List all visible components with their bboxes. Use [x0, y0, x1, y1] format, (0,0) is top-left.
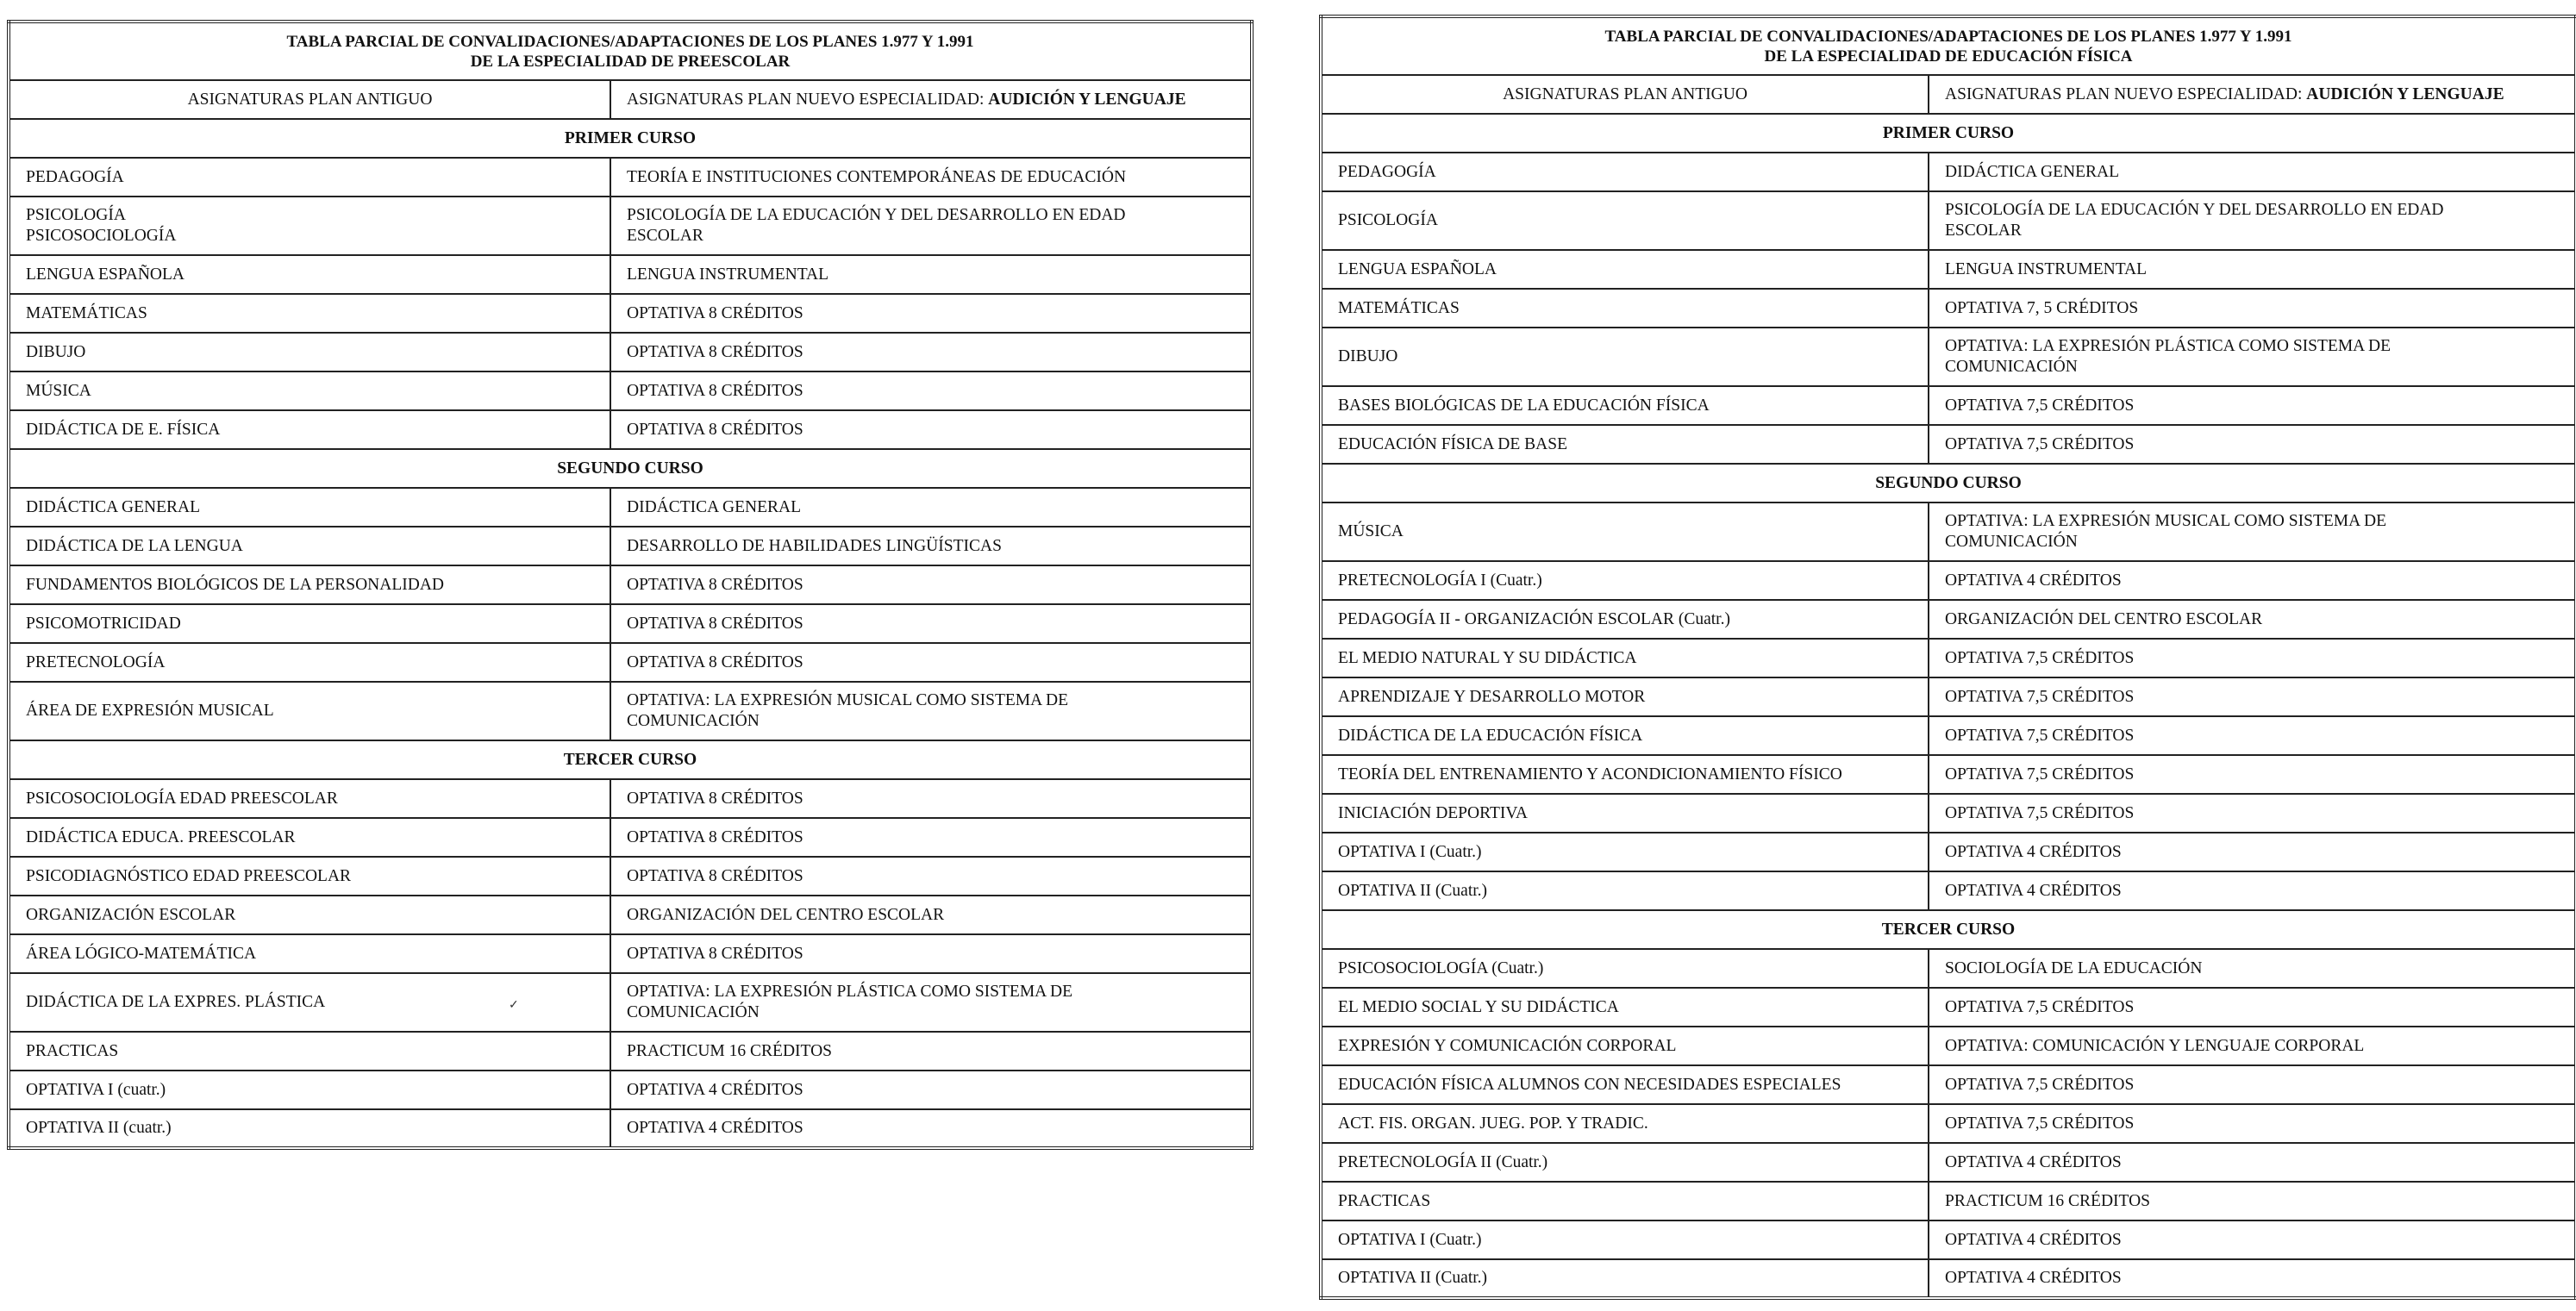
- column-header-new-prefix: ASIGNATURAS PLAN NUEVO ESPECIALIDAD:: [627, 90, 985, 109]
- section-title: SEGUNDO CURSO: [9, 449, 1252, 488]
- subject-line: LENGUA INSTRUMENTAL: [1945, 259, 2148, 278]
- table-row: [9, 294, 1252, 333]
- table-row: [9, 1032, 1252, 1071]
- old-plan-subject: [9, 1032, 610, 1071]
- old-plan-subject: [9, 410, 610, 449]
- subject-line: LENGUA ESPAÑOLA: [26, 265, 185, 284]
- table-row: [1321, 949, 2576, 988]
- old-plan-subject: [1321, 1182, 1929, 1220]
- table-row: [1321, 1027, 2576, 1065]
- new-plan-subject: [1929, 988, 2576, 1027]
- subject-line: DIDÁCTICA EDUCA. PREESCOLAR: [26, 827, 296, 846]
- subject-line: OPTATIVA II (cuatr.): [26, 1119, 172, 1137]
- subject-line: SOCIOLOGÍA DE LA EDUCACIÓN: [1945, 958, 2203, 977]
- subject-line: OPTATIVA 8 CRÉDITOS: [627, 652, 803, 671]
- new-plan-subject: [1929, 755, 2576, 794]
- old-plan-subject: [9, 604, 610, 643]
- old-plan-subject: [1321, 949, 1929, 988]
- subject-line: OPTATIVA 8 CRÉDITOS: [627, 827, 803, 846]
- title-line-1: TABLA PARCIAL DE CONVALIDACIONES/ADAPTACIONES DE LOS PLANES 1.977 Y 1.991: [1604, 27, 2292, 46]
- new-plan-subject: [610, 1032, 1252, 1071]
- subject-line: OPTATIVA 7,5 CRÉDITOS: [1945, 434, 2135, 453]
- subject-line: DIDÁCTICA GENERAL: [1945, 162, 2120, 181]
- subject-line: PRETECNOLOGÍA II (Cuatr.): [1338, 1152, 1548, 1171]
- table-row: [9, 934, 1252, 973]
- new-plan-subject: [610, 527, 1252, 565]
- new-plan-subject: [610, 488, 1252, 527]
- section-title: TERCER CURSO: [9, 740, 1252, 779]
- subject-line: EL MEDIO NATURAL Y SU DIDÁCTICA: [1338, 648, 1637, 667]
- new-plan-subject: [1929, 328, 2576, 386]
- subject-line: MATEMÁTICAS: [26, 303, 147, 322]
- table-row: [1321, 1104, 2576, 1143]
- column-header-new-specialty: AUDICIÓN Y LENGUAJE: [2306, 84, 2504, 103]
- new-plan-subject: [610, 779, 1252, 818]
- old-plan-subject: [9, 896, 610, 934]
- subject-line: EL MEDIO SOCIAL Y SU DIDÁCTICA: [1338, 997, 1619, 1016]
- old-plan-subject: [1321, 1143, 1929, 1182]
- preescolar-table: [7, 20, 1254, 1150]
- old-plan-subject: [1321, 386, 1929, 425]
- table-row: [1321, 1143, 2576, 1182]
- new-plan-subject: [610, 1109, 1252, 1148]
- subject-line: PSICOLOGÍA DE LA EDUCACIÓN Y DEL DESARROLLO EN EDAD: [627, 206, 1126, 224]
- old-plan-subject: [1321, 871, 1929, 910]
- subject-line: OPTATIVA 4 CRÉDITOS: [1945, 571, 2122, 590]
- subject-line: OPTATIVA 7,5 CRÉDITOS: [1945, 803, 2135, 822]
- subject-line: COMUNICACIÓN: [1945, 358, 2078, 376]
- column-header-old-plan: ASIGNATURAS PLAN ANTIGUO: [9, 80, 610, 119]
- subject-line: ESCOLAR: [1945, 222, 2022, 240]
- old-plan-subject: [1321, 988, 1929, 1027]
- subject-line: TEORÍA E INSTITUCIONES CONTEMPORÁNEAS DE EDUCACIÓN: [627, 167, 1127, 186]
- subject-line: FUNDAMENTOS BIOLÓGICOS DE LA PERSONALIDAD: [26, 575, 444, 594]
- subject-line: OPTATIVA II (Cuatr.): [1338, 1269, 1488, 1287]
- subject-line: MÚSICA: [26, 381, 91, 400]
- subject-line: ACT. FIS. ORGAN. JUEG. POP. Y TRADIC.: [1338, 1114, 1648, 1133]
- new-plan-subject: [610, 682, 1252, 740]
- subject-line: PSICOSOCIOLOGÍA: [26, 227, 177, 245]
- table-row: [9, 410, 1252, 449]
- new-plan-subject: [1929, 1259, 2576, 1298]
- subject-line: PSICOLOGÍA: [1338, 211, 1438, 229]
- new-plan-subject: [1929, 250, 2576, 289]
- table-row: [1321, 1182, 2576, 1220]
- new-plan-subject: [610, 333, 1252, 371]
- subject-line: TEORÍA DEL ENTRENAMIENTO Y ACONDICIONAMIENTO FÍSICO: [1338, 765, 1842, 783]
- old-plan-subject: [9, 1071, 610, 1109]
- subject-line: PSICODIAGNÓSTICO EDAD PREESCOLAR: [26, 866, 352, 885]
- table-row: [9, 371, 1252, 410]
- table-row: [9, 779, 1252, 818]
- new-plan-subject: [1929, 871, 2576, 910]
- new-plan-subject: [610, 565, 1252, 604]
- old-plan-subject: [9, 682, 610, 740]
- table-row: [9, 1109, 1252, 1148]
- subject-line: OPTATIVA 8 CRÉDITOS: [627, 944, 803, 963]
- subject-line: DIDÁCTICA DE LA EDUCACIÓN FÍSICA: [1338, 726, 1643, 745]
- subject-line: ÁREA DE EXPRESIÓN MUSICAL: [26, 702, 274, 720]
- subject-line: OPTATIVA 8 CRÉDITOS: [627, 789, 803, 808]
- table-row: [1321, 600, 2576, 639]
- subject-line: OPTATIVA I (cuatr.): [26, 1080, 166, 1099]
- subject-line: DIDÁCTICA DE LA LENGUA: [26, 536, 243, 555]
- table-row: [1321, 1259, 2576, 1298]
- subject-line: PSICOLOGÍA DE LA EDUCACIÓN Y DEL DESARROLLO EN EDAD: [1945, 201, 2444, 219]
- subject-line: APRENDIZAJE Y DESARROLLO MOTOR: [1338, 687, 1646, 706]
- old-plan-subject: [1321, 794, 1929, 833]
- old-plan-subject: [1321, 561, 1929, 600]
- old-plan-subject: [9, 643, 610, 682]
- table-row: [1321, 833, 2576, 871]
- new-plan-subject: [610, 294, 1252, 333]
- subject-line: OPTATIVA 7,5 CRÉDITOS: [1945, 1114, 2135, 1133]
- subject-line: DIDÁCTICA DE LA EXPRES. PLÁSTICA: [26, 993, 326, 1011]
- subject-line: OPTATIVA 8 CRÉDITOS: [627, 866, 803, 885]
- table-row: [1321, 1220, 2576, 1259]
- subject-line: DIBUJO: [1338, 347, 1398, 365]
- old-plan-subject: [1321, 639, 1929, 677]
- subject-line: OPTATIVA 8 CRÉDITOS: [627, 614, 803, 633]
- subject-line: ESCOLAR: [627, 227, 703, 245]
- new-plan-subject: [1929, 289, 2576, 328]
- old-plan-subject: [9, 197, 610, 255]
- old-plan-subject: [9, 255, 610, 294]
- subject-line: LENGUA ESPAÑOLA: [1338, 259, 1497, 278]
- subject-line: EXPRESIÓN Y COMUNICACIÓN CORPORAL: [1338, 1036, 1677, 1055]
- table-row: [9, 1071, 1252, 1109]
- table-row: [9, 896, 1252, 934]
- section-title: PRIMER CURSO: [9, 119, 1252, 158]
- table-row: [9, 643, 1252, 682]
- table-row: [9, 197, 1252, 255]
- subject-line: DESARROLLO DE HABILIDADES LINGÜÍSTICAS: [627, 536, 1002, 555]
- subject-line: PRETECNOLOGÍA I (Cuatr.): [1338, 571, 1542, 590]
- new-plan-subject: [1929, 1143, 2576, 1182]
- subject-line: PRACTICAS: [1338, 1191, 1431, 1210]
- subject-line: OPTATIVA 7,5 CRÉDITOS: [1945, 765, 2135, 783]
- educacion-fisica-table-body: [1321, 16, 2576, 1298]
- column-header-new-plan: [1929, 75, 2576, 114]
- new-plan-subject: [610, 934, 1252, 973]
- new-plan-subject: [1929, 503, 2576, 561]
- old-plan-subject: [1321, 328, 1929, 386]
- subject-line: DIDÁCTICA GENERAL: [26, 497, 201, 516]
- old-plan-subject: [1321, 600, 1929, 639]
- subject-line: MÚSICA: [1338, 522, 1404, 540]
- table-row: [1321, 561, 2576, 600]
- old-plan-subject: [9, 973, 610, 1032]
- section-title: SEGUNDO CURSO: [1321, 464, 2576, 503]
- new-plan-subject: [610, 410, 1252, 449]
- subject-line: COMUNICACIÓN: [627, 712, 760, 730]
- new-plan-subject: [1929, 1104, 2576, 1143]
- new-plan-subject: [610, 857, 1252, 896]
- subject-line: PSICOSOCIOLOGÍA EDAD PREESCOLAR: [26, 789, 338, 808]
- old-plan-subject: [1321, 1220, 1929, 1259]
- old-plan-subject: [1321, 1259, 1929, 1298]
- new-plan-subject: [610, 643, 1252, 682]
- subject-line: OPTATIVA: LA EXPRESIÓN MUSICAL COMO SISTEMA DE: [1945, 512, 2386, 530]
- table-row: [1321, 250, 2576, 289]
- new-plan-subject: [610, 896, 1252, 934]
- new-plan-subject: [610, 371, 1252, 410]
- new-plan-subject: [1929, 1220, 2576, 1259]
- subject-line: COMUNICACIÓN: [1945, 533, 2078, 551]
- table-row: [1321, 639, 2576, 677]
- old-plan-subject: [1321, 1065, 1929, 1104]
- old-plan-subject: [9, 371, 610, 410]
- subject-line: PRACTICUM 16 CRÉDITOS: [627, 1041, 833, 1060]
- old-plan-subject: [1321, 716, 1929, 755]
- subject-line: DIBUJO: [26, 342, 86, 361]
- subject-line: DIDÁCTICA DE E. FÍSICA: [26, 420, 221, 439]
- subject-line: OPTATIVA 7, 5 CRÉDITOS: [1945, 298, 2139, 317]
- subject-line: EDUCACIÓN FÍSICA DE BASE: [1338, 434, 1567, 453]
- subject-line: OPTATIVA: COMUNICACIÓN Y LENGUAJE CORPORAL: [1945, 1036, 2365, 1055]
- table-row: [1321, 425, 2576, 464]
- new-plan-subject: [1929, 1182, 2576, 1220]
- old-plan-subject: [9, 857, 610, 896]
- new-plan-subject: [610, 255, 1252, 294]
- old-plan-subject: [9, 158, 610, 197]
- old-plan-subject: [9, 333, 610, 371]
- subject-line: LENGUA INSTRUMENTAL: [627, 265, 829, 284]
- subject-line: PRETECNOLOGÍA: [26, 652, 166, 671]
- section-title: TERCER CURSO: [1321, 910, 2576, 949]
- subject-line: OPTATIVA 7,5 CRÉDITOS: [1945, 997, 2135, 1016]
- subject-line: PEDAGOGÍA II - ORGANIZACIÓN ESCOLAR (Cuatr.): [1338, 609, 1730, 628]
- subject-line: PSICOSOCIOLOGÍA (Cuatr.): [1338, 958, 1544, 977]
- old-plan-subject: [1321, 153, 1929, 191]
- subject-line: ÁREA LÓGICO-MATEMÁTICA: [26, 944, 257, 963]
- table-row: [9, 818, 1252, 857]
- column-header-new-plan: [610, 80, 1252, 119]
- subject-line: OPTATIVA 4 CRÉDITOS: [627, 1119, 803, 1137]
- preescolar-table-body: [9, 22, 1252, 1148]
- old-plan-subject: [9, 779, 610, 818]
- subject-line: OPTATIVA 8 CRÉDITOS: [627, 342, 803, 361]
- table-row: [1321, 677, 2576, 716]
- subject-line: OPTATIVA 7,5 CRÉDITOS: [1945, 726, 2135, 745]
- subject-line: ORGANIZACIÓN DEL CENTRO ESCOLAR: [1945, 609, 2263, 628]
- subject-line: OPTATIVA 8 CRÉDITOS: [627, 381, 803, 400]
- table-row: [1321, 1065, 2576, 1104]
- subject-line: PSICOLOGÍA: [26, 206, 126, 224]
- table-row: [9, 973, 1252, 1032]
- title-line-2: DE LA ESPECIALIDAD DE PREESCOLAR: [470, 52, 791, 71]
- educacion-fisica-table: [1319, 15, 2576, 1300]
- new-plan-subject: [1929, 677, 2576, 716]
- old-plan-subject: [1321, 833, 1929, 871]
- old-plan-subject: [1321, 1027, 1929, 1065]
- subject-line: OPTATIVA 8 CRÉDITOS: [627, 420, 803, 439]
- subject-line: OPTATIVA I (Cuatr.): [1338, 842, 1482, 861]
- table-row: [9, 488, 1252, 527]
- table-row: [1321, 988, 2576, 1027]
- table-row: [1321, 328, 2576, 386]
- old-plan-subject: [9, 818, 610, 857]
- table-row: [1321, 794, 2576, 833]
- table-row: [9, 333, 1252, 371]
- column-header-new-prefix: ASIGNATURAS PLAN NUEVO ESPECIALIDAD:: [1945, 84, 2303, 103]
- table-row: [9, 565, 1252, 604]
- subject-line: PEDAGOGÍA: [1338, 162, 1436, 181]
- subject-line: PRACTICAS: [26, 1041, 119, 1060]
- subject-line: PEDAGOGÍA: [26, 167, 124, 186]
- new-plan-subject: [610, 158, 1252, 197]
- new-plan-subject: [610, 1071, 1252, 1109]
- stray-pen-mark: ✓: [509, 999, 519, 1012]
- subject-line: COMUNICACIÓN: [627, 1003, 760, 1021]
- subject-line: PSICOMOTRICIDAD: [26, 614, 181, 633]
- new-plan-subject: [1929, 716, 2576, 755]
- new-plan-subject: [1929, 639, 2576, 677]
- table-row: [9, 604, 1252, 643]
- subject-line: OPTATIVA: LA EXPRESIÓN PLÁSTICA COMO SISTEMA DE: [627, 983, 1073, 1001]
- old-plan-subject: [9, 488, 610, 527]
- subject-line: OPTATIVA 4 CRÉDITOS: [1945, 1152, 2122, 1171]
- title-line-2: DE LA ESPECIALIDAD DE EDUCACIÓN FÍSICA: [1764, 47, 2133, 66]
- new-plan-subject: [1929, 833, 2576, 871]
- table-title: [9, 22, 1252, 80]
- title-line-1: TABLA PARCIAL DE CONVALIDACIONES/ADAPTACIONES DE LOS PLANES 1.977 Y 1.991: [286, 32, 974, 51]
- table-row: [9, 682, 1252, 740]
- new-plan-subject: [1929, 949, 2576, 988]
- column-header-old-plan: ASIGNATURAS PLAN ANTIGUO: [1321, 75, 1929, 114]
- old-plan-subject: [1321, 289, 1929, 328]
- subject-line: EDUCACIÓN FÍSICA ALUMNOS CON NECESIDADES ESPECIALES: [1338, 1075, 1841, 1094]
- new-plan-subject: [1929, 425, 2576, 464]
- subject-line: OPTATIVA 7,5 CRÉDITOS: [1945, 1075, 2135, 1094]
- new-plan-subject: [610, 818, 1252, 857]
- old-plan-subject: [1321, 1104, 1929, 1143]
- subject-line: ORGANIZACIÓN DEL CENTRO ESCOLAR: [627, 905, 945, 924]
- table-row: [1321, 871, 2576, 910]
- new-plan-subject: [1929, 794, 2576, 833]
- subject-line: OPTATIVA II (Cuatr.): [1338, 881, 1488, 900]
- new-plan-subject: [1929, 386, 2576, 425]
- table-row: [1321, 755, 2576, 794]
- new-plan-subject: [1929, 153, 2576, 191]
- subject-line: OPTATIVA 4 CRÉDITOS: [1945, 842, 2122, 861]
- old-plan-subject: [1321, 425, 1929, 464]
- old-plan-subject: [9, 527, 610, 565]
- old-plan-subject: [9, 934, 610, 973]
- subject-line: INICIACIÓN DEPORTIVA: [1338, 803, 1529, 822]
- subject-line: BASES BIOLÓGICAS DE LA EDUCACIÓN FÍSICA: [1338, 396, 1710, 415]
- new-plan-subject: [1929, 600, 2576, 639]
- subject-line: OPTATIVA 7,5 CRÉDITOS: [1945, 648, 2135, 667]
- table-row: [9, 255, 1252, 294]
- table-row: [1321, 289, 2576, 328]
- table-title: [1321, 16, 2576, 75]
- new-plan-subject: [1929, 1065, 2576, 1104]
- subject-line: OPTATIVA 7,5 CRÉDITOS: [1945, 396, 2135, 415]
- subject-line: OPTATIVA 4 CRÉDITOS: [1945, 881, 2122, 900]
- subject-line: OPTATIVA: LA EXPRESIÓN PLÁSTICA COMO SISTEMA DE: [1945, 337, 2392, 355]
- subject-line: OPTATIVA 4 CRÉDITOS: [627, 1080, 803, 1099]
- new-plan-subject: [1929, 191, 2576, 250]
- subject-line: OPTATIVA 8 CRÉDITOS: [627, 303, 803, 322]
- column-header-new-specialty: AUDICIÓN Y LENGUAJE: [988, 90, 1186, 109]
- table-row: [1321, 716, 2576, 755]
- new-plan-subject: [1929, 561, 2576, 600]
- old-plan-subject: [1321, 677, 1929, 716]
- table-row: [1321, 191, 2576, 250]
- new-plan-subject: [610, 604, 1252, 643]
- subject-line: OPTATIVA 7,5 CRÉDITOS: [1945, 687, 2135, 706]
- table-row: [1321, 153, 2576, 191]
- subject-line: DIDÁCTICA GENERAL: [627, 497, 802, 516]
- old-plan-subject: [1321, 250, 1929, 289]
- subject-line: OPTATIVA 4 CRÉDITOS: [1945, 1230, 2122, 1249]
- new-plan-subject: [610, 197, 1252, 255]
- old-plan-subject: [1321, 755, 1929, 794]
- table-row: [1321, 503, 2576, 561]
- old-plan-subject: [9, 294, 610, 333]
- table-row: [1321, 386, 2576, 425]
- subject-line: PRACTICUM 16 CRÉDITOS: [1945, 1191, 2151, 1210]
- new-plan-subject: [1929, 1027, 2576, 1065]
- subject-line: ORGANIZACIÓN ESCOLAR: [26, 905, 236, 924]
- old-plan-subject: [9, 1109, 610, 1148]
- old-plan-subject: [1321, 503, 1929, 561]
- subject-line: OPTATIVA 8 CRÉDITOS: [627, 575, 803, 594]
- subject-line: OPTATIVA 4 CRÉDITOS: [1945, 1269, 2122, 1287]
- subject-line: MATEMÁTICAS: [1338, 298, 1460, 317]
- section-title: PRIMER CURSO: [1321, 114, 2576, 153]
- table-row: [9, 857, 1252, 896]
- subject-line: OPTATIVA: LA EXPRESIÓN MUSICAL COMO SISTEMA DE: [627, 691, 1068, 709]
- table-row: [9, 527, 1252, 565]
- old-plan-subject: [9, 565, 610, 604]
- subject-line: OPTATIVA I (Cuatr.): [1338, 1230, 1482, 1249]
- table-row: [9, 158, 1252, 197]
- old-plan-subject: [1321, 191, 1929, 250]
- new-plan-subject: [610, 973, 1252, 1032]
